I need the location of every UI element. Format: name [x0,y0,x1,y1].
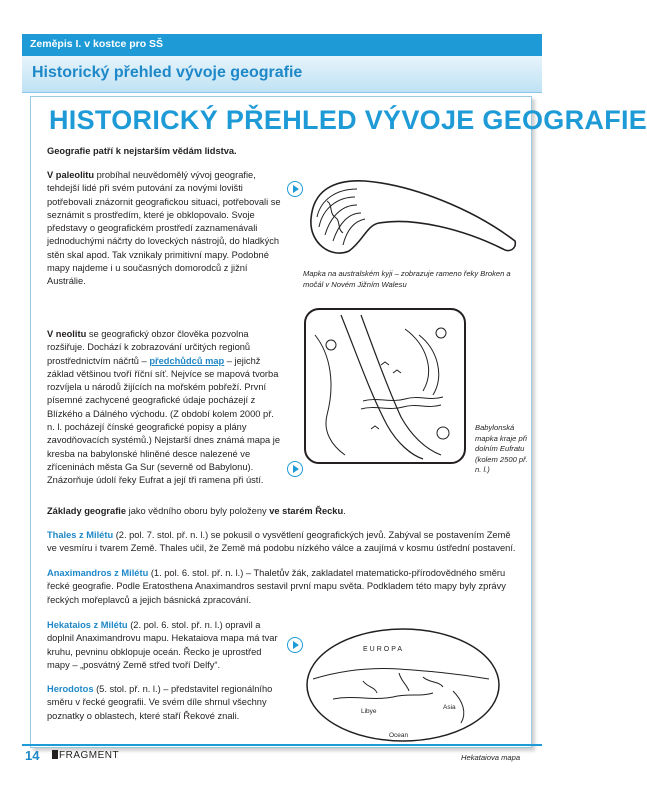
play-icon[interactable] [287,461,303,477]
boomerang-map-illustration [303,171,521,261]
publisher-logo-text: FRAGMENT [59,750,120,761]
neolit-link[interactable]: předchůdců map [149,355,225,366]
play-icon[interactable] [287,181,303,197]
babylon-map-illustration [301,305,469,467]
anaximandros-text: (1. pol. 6. stol. př. n. l.) – Thaletův žák, zakladatel matematicko-přírodovědného směru řecké geografie. Podle Eratosthena Anaximandros sestavil první mapu světa. Podkladem této mapy byly zprávy řeckých mořeplavců a jejich básnická zpracování. [47,568,506,605]
book-title-bar [22,34,542,56]
map-label-ocean: Ocean [389,732,409,739]
book-page [22,34,647,770]
neolit-text-1: se geografický obzor člověka pozvolna rozšiřuje. Dochází k zobrazování určitých regionů prostřednictvím náčrtů – [47,329,251,366]
play-icon[interactable] [287,637,303,653]
book-title: Zeměpis I. v kostce pro SŠ [30,38,164,50]
thales-paragraph [47,529,517,556]
zaklady-lead: Základy geografie [47,506,127,516]
paleolit-text: probíhal neuvědomělý vývoj geografie, tehdejší lidé při svém putování za novými lovišti potřebovali znázornit geografickou situaci, potřebovali se seznámit s prostředím, které je obklopovalo. Svoje představy o geografickém prostředí zaznamenávali jednoduchými náčrty do loveckých nástrojů, do hladkých stěn skal apod. Tak vznikaly primitivní mapy. Podobné mapy najdeme i u současných domorodců z jižní Austrálie. [47,170,281,287]
hekataios-map-illustration [303,621,503,745]
page-heading: HISTORICKÝ PŘEHLED VÝVOJE GEOGRAFIE [49,105,647,135]
herodotos-name: Herodotos [47,684,94,694]
zaklady-text: jako vědního oboru byly položeny [126,506,270,516]
thales-text: (2. pol. 7. stol. př. n. l.) se pokusil o vysvětlení geografických jevů. Zabýval se postavením Země ve vesmíru i tvarem Země. Thales učil, že Země má podobu nízkého válce a zaujímá v kosmu ústřední postavení. [47,530,516,554]
hekataios-caption: Hekataiova mapa [461,753,521,762]
neolit-text-2: – jejichž základ většinou tvoří říční síť. Nejvíce se mapová tvorba rozvíjela u národů žijících na mořském pobřeží. První písemné zachycené geografické údaje pocházejí z Blízkého a Dálného východu. (Z období kolem 2000 př. n. l. pocházejí čínské geografické popisy a plány zavodňovacích systémů.) Nejstarší dnes známá mapa je kresba na babylonské hliněné desce nalezené ve zříceninách města Ga Sur (severně od Babylonu). Znázorňuje údolí řeky Eufrat a její tři ramena při ústí. [47,355,281,486]
hekataios-paragraph [47,619,283,672]
zaklady-paragraph [47,505,517,518]
section-title-bar [22,56,542,93]
paleolit-lead: V paleolitu [47,170,95,180]
anaximandros-name: Anaximandros z Milétu [47,568,149,578]
babylon-caption: Babylonská mapka kraje při dolním Eufratu (kolem 2500 př. n. l.) [475,423,528,474]
herodotos-paragraph [47,683,283,723]
section-title: Historický přehled vývoje geografie [32,64,303,81]
page-number: 14 [25,748,40,763]
zaklady-greece: ve starém Řecku [269,506,344,516]
hekataios-text: (2. pol. 6. stol. př. n. l.) opravil a doplnil Anaximandrovu mapu. Hekataiova mapa má tvar kruhu, pevninu obklopuje oceán. Řecko je uprostřed mapy – „posvátný Země střed tvoří Delfy“. [47,620,278,670]
footer-divider [22,744,542,746]
paleolit-paragraph [47,169,283,289]
publisher-logo [52,750,119,761]
map-label-europa: EUROPA [363,646,405,653]
neolit-paragraph [47,328,283,488]
zaklady-end: . [343,506,346,516]
intro-text: Geografie patří k nejstarším vědám lidstva. [47,146,237,156]
map-label-libye: Libye [361,708,377,715]
herodotos-text: (5. stol. př. n. l.) – představitel regionálního směru v řecké geografii. Ve svém díle shrnul všechny poznatky o oblastech, které staří Řekové znali. [47,684,273,721]
neolit-lead: V neolitu [47,329,87,339]
thales-name: Thales z Milétu [47,530,114,540]
boomerang-caption: Mapka na australském kyji – zobrazuje rameno řeky Broken a močál v Novém Jižním Walesu [303,269,511,289]
page-footer [22,744,542,766]
hekataios-name: Hekataios z Milétu [47,620,128,630]
anaximandros-paragraph [47,567,517,607]
map-label-asia: Asia [443,704,456,711]
